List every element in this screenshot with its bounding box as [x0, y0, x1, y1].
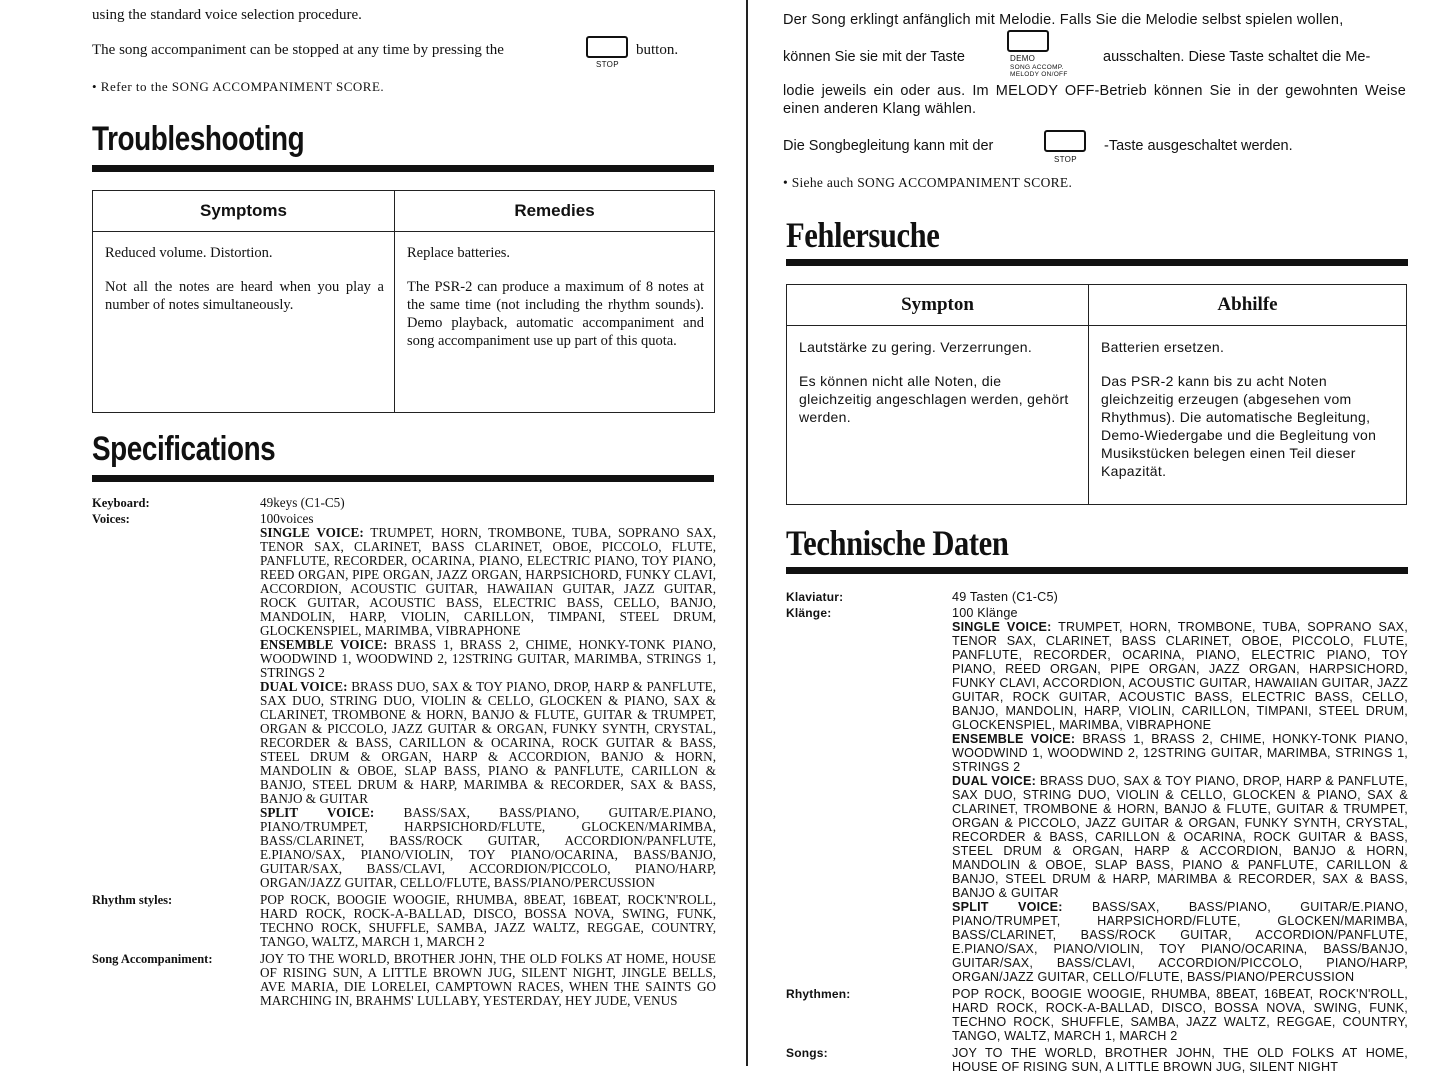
ensemble-voice-label: ENSEMBLE VOICE: — [952, 732, 1076, 746]
spec-voices — [92, 512, 716, 890]
spec-value: 49 Tasten (C1-C5) — [952, 590, 1059, 604]
single-voice-list: TRUMPET, HORN, TROMBONE, TUBA, SOPRANO SAX, TENOR SAX, CLARINET, BASS CLARINET, OBOE, PICCOLO, FLUTE, PANFLUTE, RECORDER, OCARINA, PIANO, ELECTRIC PIANO, TOY PIANO, REED ORGAN, PIPE ORGAN, JAZZ ORGAN, HARPSICHORD, FUNKY CLAVI, ACCORDION, ACOUSTIC GUITAR, HAWAIIAN GUITAR, JAZZ GUITAR, ROCK GUITAR, ACOUSTIC BASS, ELECTRIC BASS, CELLO, BANJO, MANDOLIN, HARP, VIOLIN, CARILLON, TIMPANI, STEEL DRUM, GLOCKENSPIEL, MARIMBA, VIBRAPHONE — [952, 620, 1408, 732]
para1-before-button: können Sie sie mit der Taste — [783, 49, 965, 65]
ensemble-voice — [952, 732, 1408, 774]
section-rule — [786, 259, 1408, 266]
stop-para-after: -Taste ausgeschaltet werden. — [1104, 138, 1293, 154]
ensemble-voice-label: ENSEMBLE VOICE: — [260, 637, 388, 652]
specifications-list — [92, 496, 716, 1010]
spec-rhythm — [786, 987, 1408, 1043]
split-voice-label: SPLIT VOICE: — [260, 805, 375, 820]
demo-button-icon — [1007, 30, 1049, 52]
spec-songs — [786, 1046, 1408, 1074]
spec-value: 49keys (C1-C5) — [260, 495, 345, 510]
stop-button-label: STOP — [596, 60, 619, 69]
specifications-list — [786, 590, 1408, 1076]
single-voice-list: TRUMPET, HORN, TROMBONE, TUBA, SOPRANO SAX, TENOR SAX, CLARINET, BASS CLARINET, OBOE, PICCOLO, FLUTE, PANFLUTE, RECORDER, OCARINA, PIANO, ELECTRIC PIANO, TOY PIANO, REED ORGAN, PIPE ORGAN, JAZZ ORGAN, HARPSICHORD, FUNKY CLAVI, ACCORDION, ACOUSTIC GUITAR, HAWAIIAN GUITAR, JAZZ GUITAR, ROCK GUITAR, ACOUSTIC BASS, ELECTRIC BASS, CELLO, BANJO, MANDOLIN, HARP, VIOLIN, CARILLON, TIMPANI, STEEL DRUM, GLOCKENSPIEL, MARIMBA, VIBRAPHONE — [260, 525, 716, 638]
voices-count: 100 Klänge — [952, 606, 1018, 620]
spec-label: Voices: — [92, 512, 130, 526]
split-voice — [952, 900, 1408, 984]
demo-button-sublabel: SONG ACCOMP. — [1010, 64, 1064, 71]
refer-note: • Siehe auch SONG ACCOMPANIMENT SCORE. — [783, 175, 1073, 190]
section-rule — [92, 475, 714, 482]
table-header-row — [93, 191, 715, 232]
refer-note: • Refer to the SONG ACCOMPANIMENT SCORE. — [92, 79, 385, 94]
table-header-row — [787, 285, 1407, 326]
symptom-2: Not all the notes are heard when you play a number of notes simultaneously. — [105, 279, 384, 313]
spec-label: Klänge: — [786, 606, 832, 620]
split-voice-list: BASS/SAX, BASS/PIANO, GUITAR/E.PIANO, PIANO/TRUMPET, HARPSICHORD/FLUTE, GLOCKEN/MARIMBA, BASS/CLARINET, BASS/ROCK GUITAR, ACCORDION/PANFLUTE, E.PIANO/SAX, PIANO/VIOLIN, TOY PIANO/OCARINA, BASS/BANJO, GUITAR/SAX, BASS/CLAVI, ACCORDION/PICCOLO, PIANO/HARP, ORGAN/JAZZ GUITAR, CELLO/FLUTE, BASS/PIANO/PERCUSSION — [260, 805, 716, 890]
specifications-title: Specifications — [92, 430, 276, 468]
spec-label: Song Accompaniment: — [92, 952, 213, 966]
specifications-title: Technische Daten — [786, 523, 1009, 563]
single-voice — [952, 620, 1408, 732]
section-rule — [786, 567, 1408, 574]
demo-button-sublabel: MELODY ON/OFF — [1010, 71, 1068, 78]
stop-para-after: button. — [636, 42, 679, 58]
remedy-2: Das PSR-2 kann bis zu acht Noten gleichzeitig erzeugen (abgesehen vom Rhythmus). Die automatische Begleitung, Demo-Wiedergabe und die Begleitung von Musikstücken belegen einen Teil dieser Kapazität. — [1101, 373, 1377, 479]
dual-voice — [952, 774, 1408, 900]
demo-button-label: DEMO — [1010, 54, 1036, 63]
split-voice-list: BASS/SAX, BASS/PIANO, GUITAR/E.PIANO, PIANO/TRUMPET, HARPSICHORD/FLUTE, GLOCKEN/MARIMBA, BASS/CLARINET, BASS/ROCK GUITAR, ACCORDION/PANFLUTE, E.PIANO/SAX, PIANO/VIOLIN, TOY PIANO/OCARINA, BASS/BANJO, GUITAR/SAX, BASS/CLAVI, ACCORDION/PICCOLO, PIANO/HARP, ORGAN/JAZZ GUITAR, CELLO/FLUTE, BASS/PIANO/PERCUSSION — [952, 900, 1408, 984]
single-voice-label: SINGLE VOICE: — [952, 620, 1052, 634]
spec-label: Keyboard: — [92, 496, 150, 510]
spec-label: Rhythmen: — [786, 987, 851, 1001]
spec-label: Klaviatur: — [786, 590, 844, 604]
stop-paragraph — [92, 40, 504, 60]
remedy-2: The PSR-2 can produce a maximum of 8 notes at the same time (not including the rhythm sounds). Demo playback, automatic accompaniment and song accompaniment use up part of this quota. — [407, 279, 704, 349]
spec-songs — [92, 952, 716, 1008]
remedies-cell — [1089, 326, 1407, 505]
stop-button-icon — [586, 36, 628, 58]
split-voice-label: SPLIT VOICE: — [952, 900, 1063, 914]
spec-label: Rhythm styles: — [92, 893, 173, 907]
dual-voice-label: DUAL VOICE: — [260, 679, 348, 694]
remedies-cell — [395, 232, 715, 413]
troubleshooting-title: Fehlersuche — [786, 215, 940, 255]
page-divider — [746, 0, 748, 1066]
spec-value — [952, 606, 1408, 984]
stop-para-before: The song accompaniment can be stopped at any time by pressing the — [92, 42, 504, 58]
ensemble-voice — [260, 638, 716, 680]
troubleshooting-title: Troubleshooting — [92, 120, 305, 158]
spec-value: POP ROCK, BOOGIE WOOGIE, RHUMBA, 8BEAT, 16BEAT, ROCK'N'ROLL, HARD ROCK, ROCK-A-BALLAD, DISCO, BOSSA NOVA, SWING, FUNK, TECHNO ROCK, SHUFFLE, SAMBA, JAZZ WALTZ, REGGAE, COUNTRY, TANGO, WALTZ, MARCH 1, MARCH 2 — [260, 892, 716, 949]
spec-voices — [786, 606, 1408, 984]
troubleshooting-table — [92, 190, 715, 413]
table-row — [93, 232, 715, 413]
ensemble-voice-list: BRASS 1, BRASS 2, CHIME, HONKY-TONK PIANO, WOODWIND 1, WOODWIND 2, 12STRING GUITAR, MARIMBA, STRINGS 1, STRINGS 2 — [952, 732, 1409, 774]
dual-voice-list: BRASS DUO, SAX & TOY PIANO, DROP, HARP & PANFLUTE, SAX DUO, STRING DUO, VIOLIN & CELLO, GLOCKEN & PIANO, SAX & CLARINET, TROMBONE & HORN, BANJO & FLUTE, GUITAR & TRUMPET, ORGAN & PICCOLO, JAZZ GUITAR & ORGAN, FUNKY SYNTH, CRYSTAL, RECORDER & BASS, CARILLON & OCARINA, ROCK GUITAR & BASS, STEEL DRUM & ORGAN, HARP & ACCORDION, BANJO & HORN, MANDOLIN & OBOE, SLAP BASS, PIANO & PANFLUTE, CARILLON & BANJO, STEEL DRUM & HARP, MARIMBA & RECORDER, SAX & BASS, BANJO & GUITAR — [260, 679, 717, 806]
single-voice-label: SINGLE VOICE: — [260, 525, 364, 540]
symptom-2: Es können nicht alle Noten, die gleichzeitig angeschlagen werden, gehört werden. — [799, 373, 1069, 425]
spec-value: POP ROCK, BOOGIE WOOGIE, RHUMBA, 8BEAT, 16BEAT, ROCK'N'ROLL, HARD ROCK, ROCK-A-BALLAD, DISCO, BOSSA NOVA, SWING, FUNK, TECHNO ROCK, SHUFFLE, SAMBA, JAZZ WALTZ, REGGAE, COUNTRY, TANGO, WALTZ, MARCH 1, MARCH 2 — [952, 987, 1408, 1043]
para1-after-button: ausschalten. Diese Taste schaltet die Me- — [1103, 49, 1371, 65]
spec-value: JOY TO THE WORLD, BROTHER JOHN, THE OLD FOLKS AT HOME, HOUSE OF RISING SUN, A LITTLE BROWN JUG, SILENT NIGHT — [952, 1046, 1408, 1074]
para1-line1: Der Song erklingt anfänglich mit Melodie. Falls Sie die Melodie selbst spielen wollen, — [783, 12, 1344, 28]
remedies-header: Abhilfe — [1089, 285, 1407, 326]
spec-value — [260, 512, 716, 890]
voices-count: 100voices — [260, 511, 314, 526]
stop-button-label: STOP — [1054, 155, 1077, 164]
ensemble-voice-list: BRASS 1, BRASS 2, CHIME, HONKY-TONK PIANO, WOODWIND 1, WOODWIND 2, 12STRING GUITAR, MARIMBA, STRINGS 1, STRINGS 2 — [260, 637, 717, 680]
stop-button-icon — [1044, 130, 1086, 152]
symptoms-cell — [787, 326, 1089, 505]
spec-rhythm — [92, 893, 716, 949]
symptom-1: Reduced volume. Distortion. — [105, 245, 273, 261]
dual-voice-label: DUAL VOICE: — [952, 774, 1036, 788]
remedy-1: Replace batteries. — [407, 245, 511, 261]
remedies-header: Remedies — [395, 191, 715, 232]
spec-value: JOY TO THE WORLD, BROTHER JOHN, THE OLD FOLKS AT HOME, HOUSE OF RISING SUN, A LITTLE BROWN JUG, SILENT NIGHT, JINGLE BELLS, AVE MARIA, DIE LORELEI, CAMPTOWN RACES, WHEN THE SAINTS GO MARCHING IN, BRAHMS' LULLABY, YESTERDAY, HEY JUDE, VENUS — [260, 951, 716, 1008]
single-voice — [260, 526, 716, 638]
top-fragment: using the standard voice selection procedure. — [92, 7, 362, 23]
dual-voice — [260, 680, 716, 806]
spec-label: Songs: — [786, 1046, 828, 1060]
symptoms-header: Sympton — [787, 285, 1089, 326]
split-voice — [260, 806, 716, 890]
remedy-1: Batterien ersetzen. — [1101, 339, 1225, 355]
para1-rest: lodie jeweils ein oder aus. Im MELODY OFF-Betrieb können Sie in der gewohnten Weise einen anderen Klang wählen. — [783, 83, 1406, 117]
symptoms-cell — [93, 232, 395, 413]
spec-keyboard — [92, 496, 716, 510]
table-row — [787, 326, 1407, 505]
stop-para-before: Die Songbegleitung kann mit der — [783, 138, 994, 154]
spec-keyboard — [786, 590, 1408, 604]
troubleshooting-table — [786, 284, 1407, 505]
symptoms-header: Symptoms — [93, 191, 395, 232]
section-rule — [92, 165, 714, 172]
symptom-1: Lautstärke zu gering. Verzerrungen. — [799, 339, 1033, 355]
german-page — [752, 0, 1434, 1074]
dual-voice-list: BRASS DUO, SAX & TOY PIANO, DROP, HARP & PANFLUTE, SAX DUO, STRING DUO, VIOLIN & CELLO, GLOCKEN & PIANO, SAX & CLARINET, TROMBONE & HORN, BANJO & FLUTE, GUITAR & TRUMPET, ORGAN & PICCOLO, JAZZ GUITAR & ORGAN, FUNKY SYNTH, CRYSTAL, RECORDER & BASS, CARILLON & OCARINA, ROCK GUITAR & BASS, STEEL DRUM & ORGAN, HARP & ACCORDION, BANJO & HORN, MANDOLIN & OBOE, SLAP BASS, PIANO & PANFLUTE, CARILLON & BANJO, STEEL DRUM & HARP, MARIMBA & RECORDER, SAX & BASS, BANJO & GUITAR — [952, 774, 1408, 900]
